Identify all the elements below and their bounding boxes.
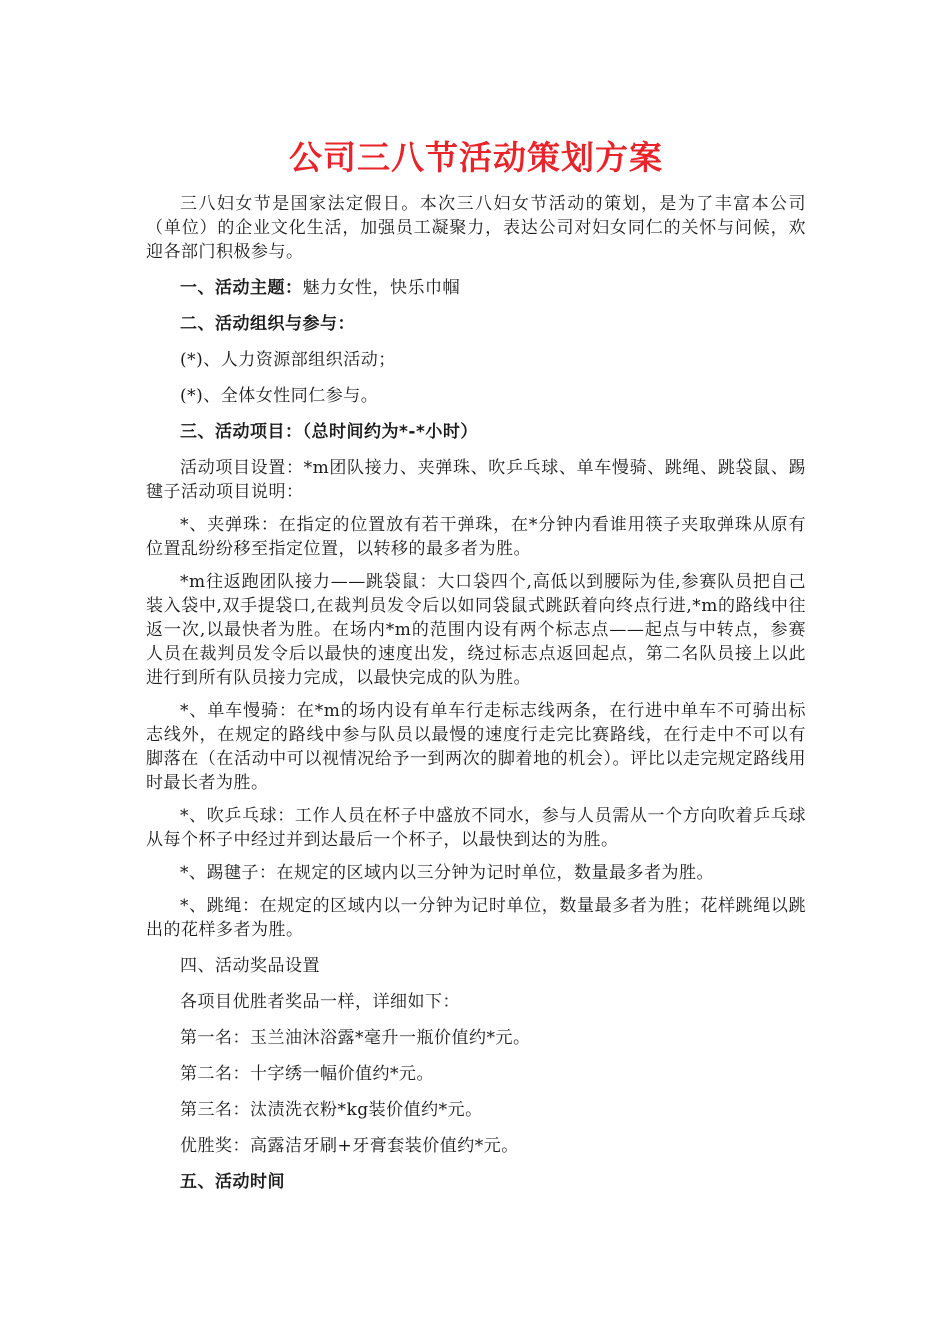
- prizes-intro: 各项目优胜者奖品一样，详细如下：: [180, 992, 460, 1012]
- activity-rope-paragraph: *、跳绳：在规定的区域内以一分钟为记时单位，数量最多者为胜；花样跳绳以跳出的花样多者为胜。: [146, 896, 806, 940]
- document-page: [146, 130, 806, 1194]
- activities-setup-paragraph: 活动项目设置：*m团队接力、夹弹珠、吹乒乓球、单车慢骑、跳绳、跳袋鼠、踢毽子活动项目说明：: [146, 458, 806, 502]
- activity-relay-paragraph: *m往返跑团队接力——跳袋鼠：大口袋四个,高低以到腰际为佳,参赛队员把自己装入袋中,双手提袋口,在裁判员发令后以如同袋鼠式跳跃着向终点行进,*m的路线中往返一次,以最快者为胜。在场内*m的范围内设有两个标志点——起点与中转点，参赛人员在裁判员发令后以最快的速度出发，绕过标志点返回起点，第二名队员接上以此进行到所有队员接力完成，以最快完成的队为胜。: [146, 572, 806, 688]
- activity-bike-paragraph: *、单车慢骑：在*m的场内设有单车行走标志线两条，在行进中单车不可骑出标志线外，在规定的路线中参与队员以最慢的速度行走完比赛路线，在行走中不可以有脚落在（在活动中可以视情况给予一到两次的脚着地的机会）。评比以走完规定路线用时最长者为胜。: [146, 701, 806, 793]
- prize-item: 优胜奖：高露洁牙刷+牙膏套装价值约*元。: [180, 1136, 519, 1156]
- section-organization-heading: 二、活动组织与参与：: [180, 314, 355, 334]
- prize-item: 第一名：玉兰油沐浴露*毫升一瓶价值约*元。: [180, 1028, 531, 1048]
- organization-item: (*)、人力资源部组织活动；: [180, 350, 396, 370]
- section-activities-heading: 三、活动项目：（总时间约为*-*小时）: [180, 422, 478, 442]
- intro-paragraph: 三八妇女节是国家法定假日。本次三八妇女节活动的策划，是为了丰富本公司（单位）的企业文化生活，加强员工凝聚力，表达公司对妇女同仁的关怀与问候，欢迎各部门积极参与。: [146, 194, 806, 262]
- prize-item: 第二名：十字绣一幅价值约*元。: [180, 1064, 434, 1084]
- prize-item: 第三名：汰渍洗衣粉*kg装价值约*元。: [180, 1100, 483, 1120]
- document-title: 公司三八节活动策划方案: [289, 138, 663, 177]
- section-time-heading: 五、活动时间: [180, 1172, 285, 1192]
- section-prizes-heading: 四、活动奖品设置: [180, 956, 320, 976]
- section-theme-text: 魅力女性，快乐巾帼: [302, 278, 460, 298]
- section-theme-heading: 一、活动主题：: [180, 278, 303, 298]
- organization-item: (*)、全体女性同仁参与。: [180, 386, 379, 406]
- activity-marbles-paragraph: *、夹弹珠：在指定的位置放有若干弹珠，在*分钟内看谁用筷子夹取弹珠从原有位置乱纷纷移至指定位置，以转移的最多者为胜。: [146, 515, 806, 559]
- activity-shuttlecock-paragraph: *、踢毽子：在规定的区域内以三分钟为记时单位，数量最多者为胜。: [180, 863, 714, 883]
- activity-pingpong-paragraph: *、吹乒乓球：工作人员在杯子中盛放不同水，参与人员需从一个方向吹着乒乓球从每个杯子中经过并到达最后一个杯子，以最快到达的为胜。: [146, 806, 806, 850]
- section-theme: [146, 276, 806, 300]
